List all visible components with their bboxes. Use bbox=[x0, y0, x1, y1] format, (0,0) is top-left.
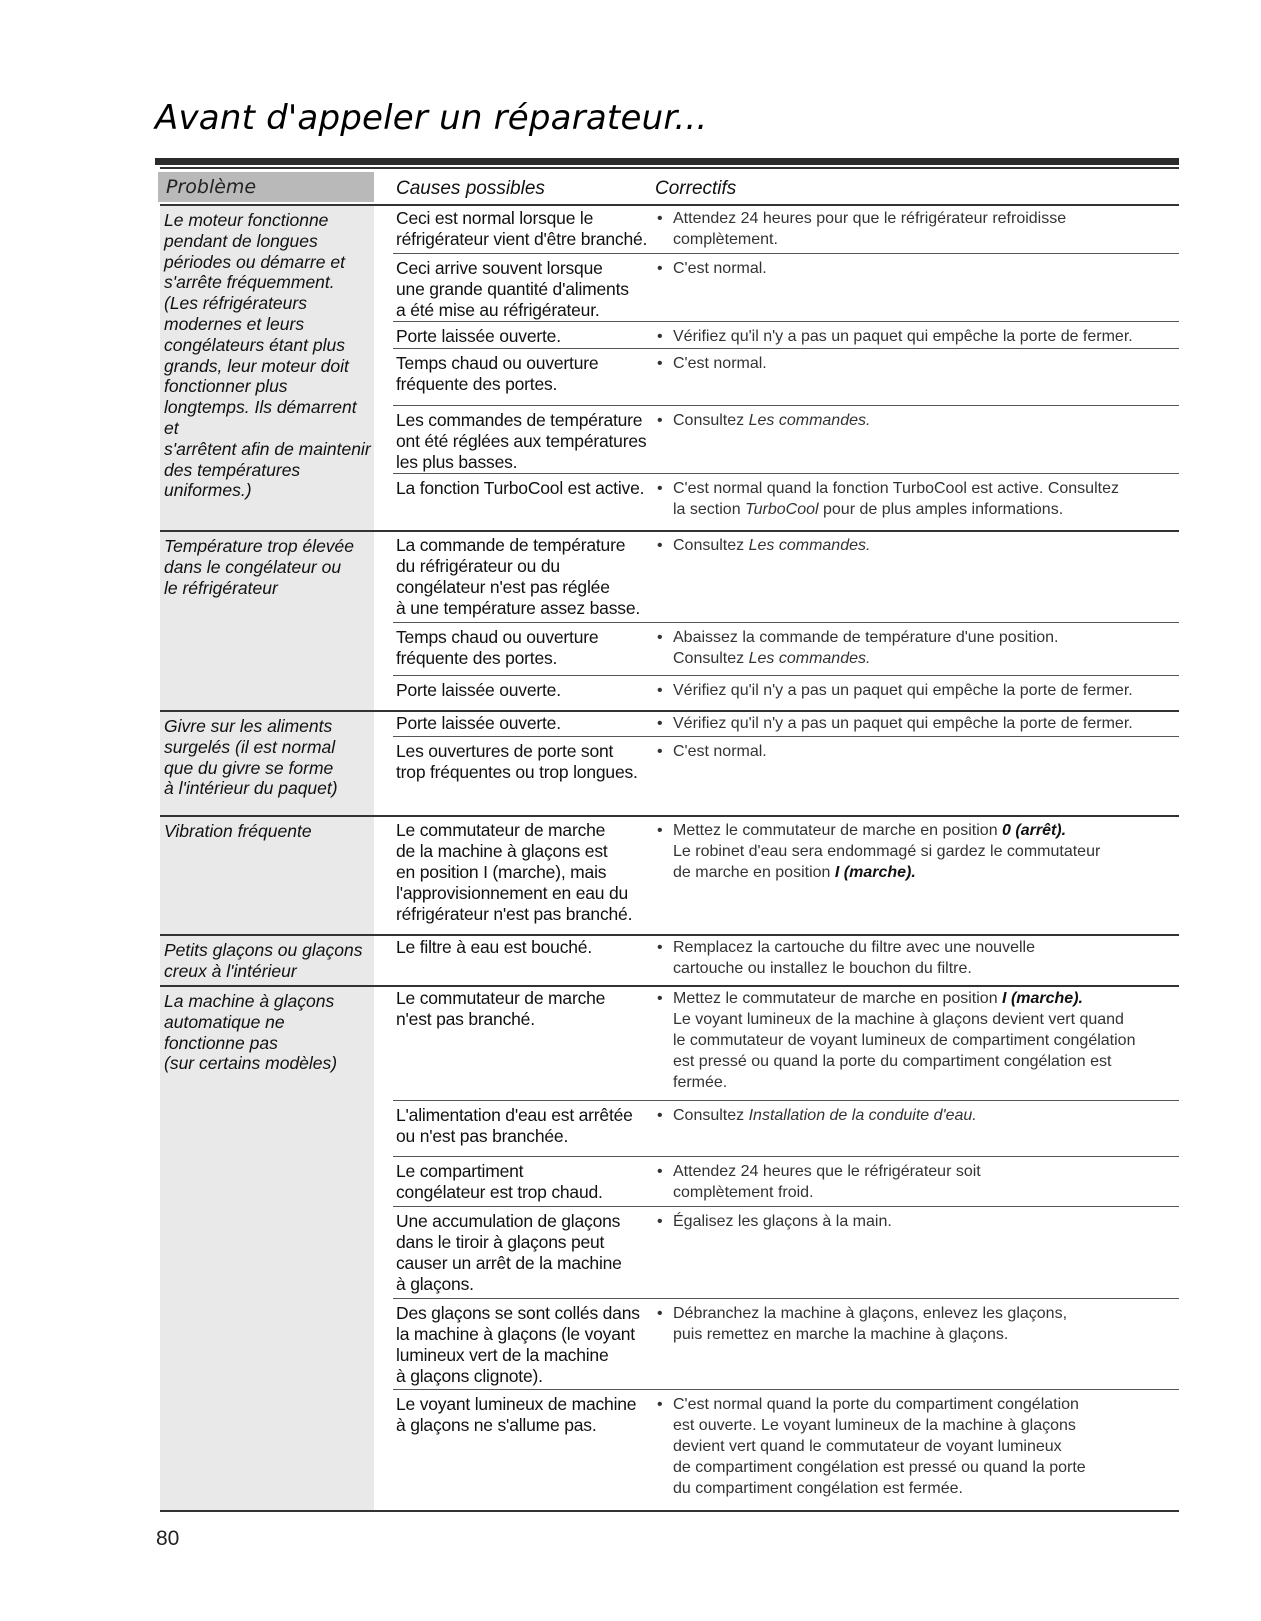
fix-text: 0 (arrêt). bbox=[1002, 822, 1067, 839]
row-divider bbox=[393, 1156, 1179, 1157]
corrective-action bbox=[655, 627, 1179, 669]
bullet-icon: • bbox=[657, 990, 663, 1007]
fix-text: pour de plus amples informations. bbox=[818, 501, 1064, 518]
possible-cause: La fonction TurboCool est active. bbox=[396, 478, 645, 498]
bullet-icon: • bbox=[657, 355, 663, 372]
page-number: 80 bbox=[156, 1527, 180, 1550]
possible-cause: Une accumulation de glaçons dans le tiroir à glaçons peut causer un arrêt de la machine à glaçons. bbox=[396, 1211, 622, 1294]
fix-text: Vérifiez qu'il n'y a pas un paquet qui empêche la porte de fermer. bbox=[673, 328, 1133, 345]
bullet-icon: • bbox=[657, 480, 663, 497]
corrective-action bbox=[655, 353, 1179, 374]
row-divider bbox=[393, 1389, 1179, 1390]
corrective-action bbox=[655, 1394, 1179, 1499]
fix-text: Le voyant lumineux de la machine à glaçons devient vert quand le commutateur de voyant lumineux de compartiment congélation est pressé ou quand la porte du compartiment congélation est fermée. bbox=[673, 1011, 1136, 1091]
fix-text: I (marche). bbox=[1002, 990, 1083, 1007]
corrective-action bbox=[655, 1161, 1179, 1203]
problem-label: Givre sur les aliments surgelés (il est normal que du givre se forme à l'intérieur du paquet) bbox=[164, 716, 338, 799]
bullet-icon: • bbox=[657, 210, 663, 227]
fix-text: Remplacez la cartouche du filtre avec une nouvelle cartouche ou installez le bouchon du filtre. bbox=[673, 939, 1035, 977]
fix-text: Mettez le commutateur de marche en position bbox=[673, 990, 1003, 1007]
fix-text: Débranchez la machine à glaçons, enlevez les glaçons, puis remettez en marche la machine à glaçons. bbox=[673, 1305, 1068, 1343]
problem-label: Le moteur fonctionne pendant de longues périodes ou démarre et s'arrête fréquemment. (Les réfrigérateurs modernes et leurs congélateurs étant plus grands, leur moteur doit fonctionner plus longtemps. Ils démarrent et s'arrêtent afin de maintenir des températures uniformes.) bbox=[164, 210, 371, 501]
fix-text: Les commandes. bbox=[748, 537, 871, 554]
header-fixes: Correctifs bbox=[655, 178, 737, 199]
fix-text: Les commandes. bbox=[748, 412, 871, 429]
problem-label: La machine à glaçons automatique ne fonctionne pas (sur certains modèles) bbox=[164, 991, 338, 1074]
fix-text: C'est normal quand la fonction TurboCool est active. Consultez la section bbox=[673, 480, 1119, 518]
corrective-action bbox=[655, 741, 1179, 762]
fix-text: Vérifiez qu'il n'y a pas un paquet qui empêche la porte de fermer. bbox=[673, 682, 1133, 699]
bullet-icon: • bbox=[657, 1396, 663, 1413]
fix-text: C'est normal. bbox=[673, 355, 767, 372]
row-divider bbox=[393, 622, 1179, 623]
fix-text: C'est normal. bbox=[673, 743, 767, 760]
row-divider bbox=[393, 253, 1179, 254]
corrective-action bbox=[655, 1303, 1179, 1345]
fix-text: Les commandes. bbox=[748, 650, 871, 667]
possible-cause: Ceci est normal lorsque le réfrigérateur vient d'être branché. bbox=[396, 208, 648, 249]
fix-text: Mettez le commutateur de marche en position bbox=[673, 822, 1003, 839]
fix-text: C'est normal. bbox=[673, 260, 767, 277]
row-divider bbox=[393, 405, 1179, 406]
problem-label: Vibration fréquente bbox=[164, 821, 312, 841]
fix-text: Attendez 24 heures pour que le réfrigérateur refroidisse complètement. bbox=[673, 210, 1067, 248]
possible-cause: La commande de température du réfrigérateur ou du congélateur n'est pas réglée à une température assez basse. bbox=[396, 535, 641, 618]
possible-cause: Porte laissée ouverte. bbox=[396, 680, 561, 700]
fix-text: I (marche). bbox=[834, 864, 916, 881]
row-divider bbox=[393, 736, 1179, 737]
possible-cause: Ceci arrive souvent lorsque une grande quantité d'aliments a été mise au réfrigérateur. bbox=[396, 258, 629, 320]
possible-cause: Le compartiment congélateur est trop chaud. bbox=[396, 1161, 603, 1202]
bullet-icon: • bbox=[657, 260, 663, 277]
bullet-icon: • bbox=[657, 1213, 663, 1230]
possible-cause: Le voyant lumineux de machine à glaçons ne s'allume pas. bbox=[396, 1394, 637, 1435]
row-divider bbox=[393, 473, 1179, 474]
corrective-action bbox=[655, 410, 1179, 431]
fix-text: Consultez bbox=[673, 412, 749, 429]
row-divider bbox=[393, 321, 1179, 322]
possible-cause: Les ouvertures de porte sont trop fréquentes ou trop longues. bbox=[396, 741, 638, 782]
header-problem: Problème bbox=[158, 172, 374, 202]
bullet-icon: • bbox=[657, 629, 663, 646]
corrective-action bbox=[655, 478, 1179, 520]
possible-cause: Porte laissée ouverte. bbox=[396, 326, 561, 346]
corrective-action bbox=[655, 1211, 1179, 1232]
row-divider bbox=[393, 348, 1179, 349]
possible-cause: Le commutateur de marche n'est pas branché. bbox=[396, 988, 606, 1029]
bullet-icon: • bbox=[657, 1305, 663, 1322]
bullet-icon: • bbox=[657, 412, 663, 429]
fix-text: Consultez bbox=[673, 1107, 749, 1124]
problem-label: Température trop élevée dans le congélateur ou le réfrigérateur bbox=[164, 536, 355, 598]
possible-cause: Le filtre à eau est bouché. bbox=[396, 937, 592, 957]
bullet-icon: • bbox=[657, 1163, 663, 1180]
corrective-action bbox=[655, 1105, 1179, 1126]
bullet-icon: • bbox=[657, 715, 663, 732]
bullet-icon: • bbox=[657, 537, 663, 554]
fix-text: Égalisez les glaçons à la main. bbox=[673, 1213, 892, 1230]
row-divider bbox=[393, 675, 1179, 676]
bullet-icon: • bbox=[657, 939, 663, 956]
fix-text: Vérifiez qu'il n'y a pas un paquet qui empêche la porte de fermer. bbox=[673, 715, 1133, 732]
row-divider bbox=[393, 1206, 1179, 1207]
row-divider bbox=[393, 1100, 1179, 1101]
row-divider bbox=[393, 1298, 1179, 1299]
header-causes: Causes possibles bbox=[396, 178, 545, 199]
possible-cause: Les commandes de température ont été réglées aux températures les plus basses. bbox=[396, 410, 647, 472]
possible-cause: Le commutateur de marche de la machine à glaçons est en position I (marche), mais l'approvisionnement en eau du réfrigérateur n'est pas branché. bbox=[396, 820, 633, 924]
fix-text: TurboCool bbox=[745, 501, 819, 518]
corrective-action bbox=[655, 680, 1179, 701]
corrective-action bbox=[655, 820, 1179, 883]
fix-text: Attendez 24 heures que le réfrigérateur soit complètement froid. bbox=[673, 1163, 981, 1201]
bullet-icon: • bbox=[657, 822, 663, 839]
bullet-icon: • bbox=[657, 1107, 663, 1124]
corrective-action bbox=[655, 713, 1179, 734]
problem-label: Petits glaçons ou glaçons creux à l'intérieur bbox=[164, 940, 363, 981]
page-title: Avant d'appeler un réparateur... bbox=[155, 98, 708, 138]
fix-text: Consultez bbox=[673, 537, 749, 554]
group-divider bbox=[160, 1510, 1179, 1512]
bullet-icon: • bbox=[657, 682, 663, 699]
fix-text: Abaissez la commande de température d'une position. Consultez bbox=[673, 629, 1059, 667]
possible-cause: Temps chaud ou ouverture fréquente des portes. bbox=[396, 353, 599, 394]
corrective-action bbox=[655, 326, 1179, 347]
corrective-action bbox=[655, 208, 1179, 250]
corrective-action bbox=[655, 535, 1179, 556]
possible-cause: Porte laissée ouverte. bbox=[396, 713, 561, 733]
table-top-rule bbox=[160, 167, 1179, 169]
title-rule bbox=[155, 158, 1179, 165]
possible-cause: L'alimentation d'eau est arrêtée ou n'est pas branchée. bbox=[396, 1105, 633, 1146]
possible-cause: Temps chaud ou ouverture fréquente des portes. bbox=[396, 627, 599, 668]
fix-text: Le robinet d'eau sera endommagé si gardez le commutateur de marche en position bbox=[673, 843, 1101, 881]
bullet-icon: • bbox=[657, 743, 663, 760]
corrective-action bbox=[655, 988, 1179, 1093]
corrective-action bbox=[655, 937, 1179, 979]
corrective-action bbox=[655, 258, 1179, 279]
possible-cause: Des glaçons se sont collés dans la machine à glaçons (le voyant lumineux vert de la machine à glaçons clignote). bbox=[396, 1303, 640, 1386]
bullet-icon: • bbox=[657, 328, 663, 345]
fix-text: Installation de la conduite d'eau. bbox=[748, 1107, 977, 1124]
fix-text: C'est normal quand la porte du compartiment congélation est ouverte. Le voyant lumineux de la machine à glaçons devient vert quand le commutateur de voyant lumineux de compartiment congélation est pressé ou quand la porte du compartiment congélation est fermée. bbox=[673, 1396, 1086, 1497]
